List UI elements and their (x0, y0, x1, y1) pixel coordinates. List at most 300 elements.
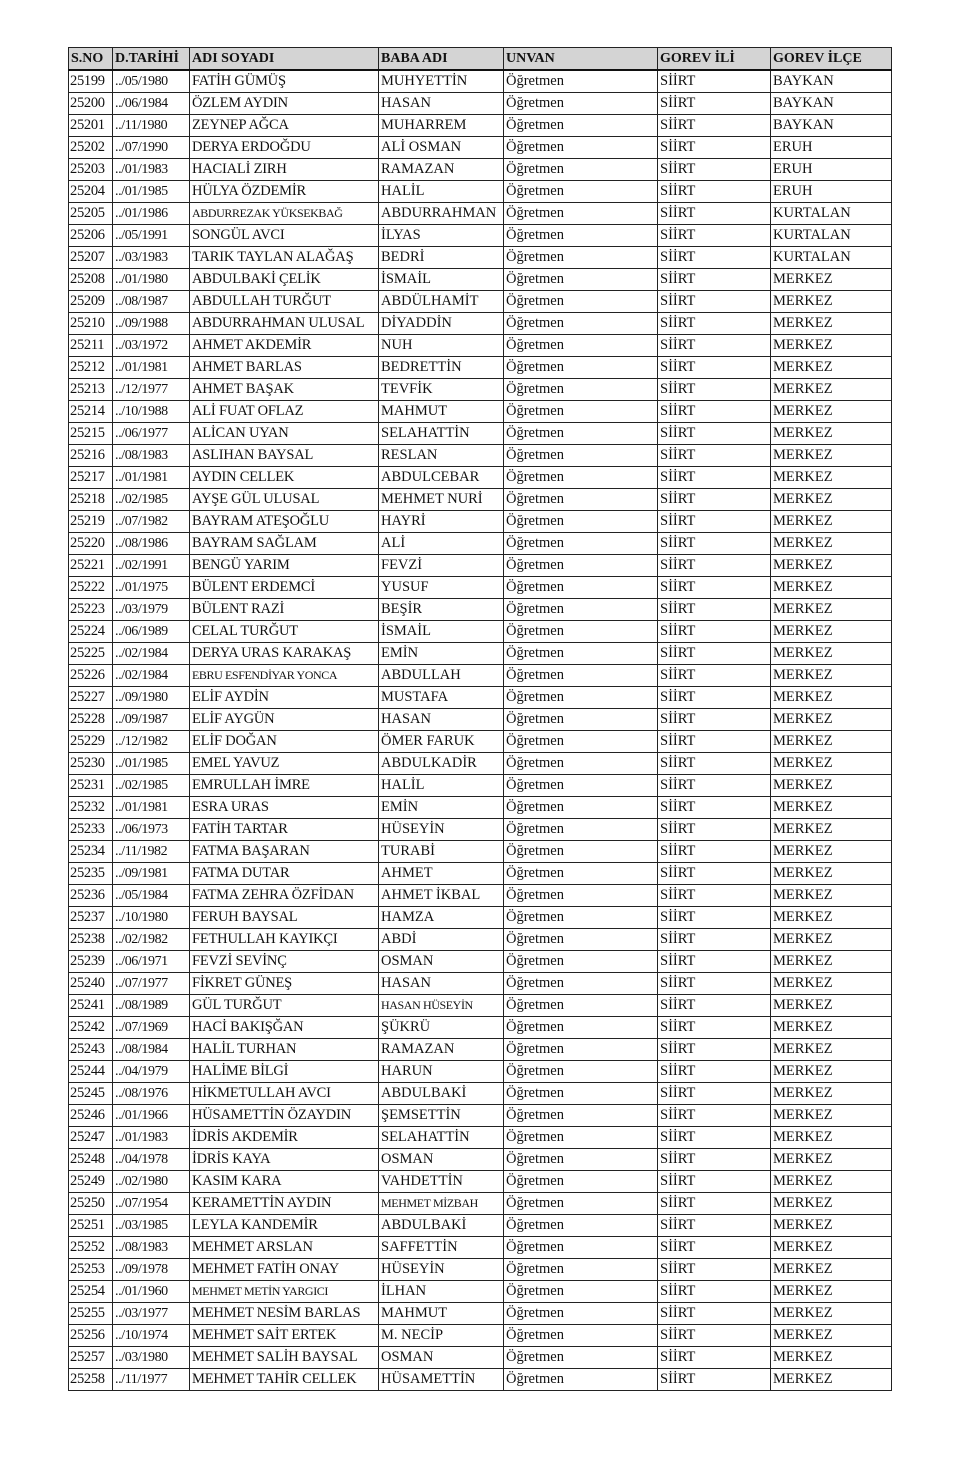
province-cell: SİİRT (658, 1105, 771, 1127)
district-cell: ERUH (771, 137, 892, 159)
sno-cell: 25224 (69, 621, 113, 643)
full-name-cell: DERYA URAS KARAKAŞ (190, 643, 379, 665)
province-cell: SİİRT (658, 577, 771, 599)
father-name-cell: HALİL (379, 775, 504, 797)
father-name-cell: ABDÜLHAMİT (379, 291, 504, 313)
title-cell: Öğretmen (504, 555, 658, 577)
title-cell: Öğretmen (504, 203, 658, 225)
full-name-cell: AYDIN CELLEK (190, 467, 379, 489)
title-cell: Öğretmen (504, 93, 658, 115)
title-cell: Öğretmen (504, 423, 658, 445)
title-cell: Öğretmen (504, 1281, 658, 1303)
sno-cell: 25217 (69, 467, 113, 489)
province-cell: SİİRT (658, 1083, 771, 1105)
district-cell: MERKEZ (771, 665, 892, 687)
district-cell: MERKEZ (771, 1303, 892, 1325)
province-cell: SİİRT (658, 665, 771, 687)
full-name-cell: FATMA BAŞARAN (190, 841, 379, 863)
district-cell: BAYKAN (771, 70, 892, 93)
title-cell: Öğretmen (504, 599, 658, 621)
province-cell: SİİRT (658, 159, 771, 181)
district-cell: MERKEZ (771, 1369, 892, 1391)
table-row (69, 1281, 892, 1303)
birth-date-cell: ../03/1985 (113, 1215, 190, 1237)
birth-date-cell: ../02/1984 (113, 643, 190, 665)
birth-date-cell: ../01/1985 (113, 181, 190, 203)
sno-cell: 25206 (69, 225, 113, 247)
full-name-cell: KASIM KARA (190, 1171, 379, 1193)
header-row (69, 48, 892, 71)
birth-date-cell: ../01/1980 (113, 269, 190, 291)
full-name-cell: MEHMET SALİH BAYSAL (190, 1347, 379, 1369)
birth-date-cell: ../03/1979 (113, 599, 190, 621)
province-cell: SİİRT (658, 445, 771, 467)
table-row (69, 863, 892, 885)
title-cell: Öğretmen (504, 1127, 658, 1149)
father-name-cell: MEHMET NURİ (379, 489, 504, 511)
birth-date-cell: ../09/1987 (113, 709, 190, 731)
table-row (69, 335, 892, 357)
full-name-cell: ZEYNEP AĞCA (190, 115, 379, 137)
title-cell: Öğretmen (504, 489, 658, 511)
table-row (69, 247, 892, 269)
district-cell: MERKEZ (771, 357, 892, 379)
province-cell: SİİRT (658, 797, 771, 819)
district-cell: MERKEZ (771, 467, 892, 489)
district-cell: MERKEZ (771, 379, 892, 401)
teacher-list-document (68, 47, 892, 1391)
full-name-cell: BAYRAM SAĞLAM (190, 533, 379, 555)
title-cell: Öğretmen (504, 445, 658, 467)
header-province: GOREV İLİ (658, 48, 771, 71)
title-cell: Öğretmen (504, 1369, 658, 1391)
father-name-cell: ABDULLAH (379, 665, 504, 687)
province-cell: SİİRT (658, 1017, 771, 1039)
sno-cell: 25223 (69, 599, 113, 621)
father-name-cell: HÜSEYİN (379, 819, 504, 841)
title-cell: Öğretmen (504, 137, 658, 159)
father-name-cell: TURABİ (379, 841, 504, 863)
birth-date-cell: ../10/1980 (113, 907, 190, 929)
table-row (69, 137, 892, 159)
full-name-cell: FEVZİ SEVİNÇ (190, 951, 379, 973)
full-name-cell: HACIALİ ZIRH (190, 159, 379, 181)
province-cell: SİİRT (658, 313, 771, 335)
sno-cell: 25209 (69, 291, 113, 313)
sno-cell: 25210 (69, 313, 113, 335)
birth-date-cell: ../08/1987 (113, 291, 190, 313)
full-name-cell: HİKMETULLAH AVCI (190, 1083, 379, 1105)
father-name-cell: BEDRETTİN (379, 357, 504, 379)
table-row (69, 687, 892, 709)
table-row (69, 489, 892, 511)
table-row (69, 1083, 892, 1105)
table-body (69, 70, 892, 1391)
full-name-cell: CELAL TURĞUT (190, 621, 379, 643)
province-cell: SİİRT (658, 225, 771, 247)
sno-cell: 25234 (69, 841, 113, 863)
birth-date-cell: ../01/1985 (113, 753, 190, 775)
birth-date-cell: ../08/1989 (113, 995, 190, 1017)
birth-date-cell: ../01/1975 (113, 577, 190, 599)
title-cell: Öğretmen (504, 863, 658, 885)
title-cell: Öğretmen (504, 1303, 658, 1325)
province-cell: SİİRT (658, 203, 771, 225)
province-cell: SİİRT (658, 467, 771, 489)
full-name-cell: ALİCAN UYAN (190, 423, 379, 445)
district-cell: MERKEZ (771, 445, 892, 467)
sno-cell: 25222 (69, 577, 113, 599)
title-cell: Öğretmen (504, 885, 658, 907)
title-cell: Öğretmen (504, 819, 658, 841)
province-cell: SİİRT (658, 555, 771, 577)
table-row (69, 269, 892, 291)
birth-date-cell: ../11/1977 (113, 1369, 190, 1391)
sno-cell: 25216 (69, 445, 113, 467)
full-name-cell: ELİF DOĞAN (190, 731, 379, 753)
full-name-cell: ÖZLEM AYDIN (190, 93, 379, 115)
district-cell: MERKEZ (771, 885, 892, 907)
birth-date-cell: ../12/1982 (113, 731, 190, 753)
table-row (69, 1237, 892, 1259)
district-cell: MERKEZ (771, 1105, 892, 1127)
full-name-cell: FİKRET GÜNEŞ (190, 973, 379, 995)
province-cell: SİİRT (658, 775, 771, 797)
table-row (69, 357, 892, 379)
father-name-cell: MUSTAFA (379, 687, 504, 709)
full-name-cell: EBRU ESFENDİYAR YONCA (190, 665, 379, 687)
title-cell: Öğretmen (504, 1193, 658, 1215)
table-row (69, 951, 892, 973)
table-row (69, 885, 892, 907)
province-cell: SİİRT (658, 247, 771, 269)
sno-cell: 25199 (69, 70, 113, 93)
table-row (69, 159, 892, 181)
father-name-cell: ABDULBAKİ (379, 1215, 504, 1237)
district-cell: MERKEZ (771, 951, 892, 973)
father-name-cell: OSMAN (379, 951, 504, 973)
header-title: UNVAN (504, 48, 658, 71)
birth-date-cell: ../07/1982 (113, 511, 190, 533)
table-row (69, 599, 892, 621)
father-name-cell: BEŞİR (379, 599, 504, 621)
sno-cell: 25215 (69, 423, 113, 445)
father-name-cell: MUHARREM (379, 115, 504, 137)
title-cell: Öğretmen (504, 247, 658, 269)
title-cell: Öğretmen (504, 225, 658, 247)
district-cell: MERKEZ (771, 1325, 892, 1347)
sno-cell: 25233 (69, 819, 113, 841)
sno-cell: 25225 (69, 643, 113, 665)
birth-date-cell: ../02/1980 (113, 1171, 190, 1193)
full-name-cell: ELİF AYGÜN (190, 709, 379, 731)
district-cell: MERKEZ (771, 643, 892, 665)
title-cell: Öğretmen (504, 379, 658, 401)
father-name-cell: ABDİ (379, 929, 504, 951)
birth-date-cell: ../07/1954 (113, 1193, 190, 1215)
title-cell: Öğretmen (504, 577, 658, 599)
sno-cell: 25226 (69, 665, 113, 687)
father-name-cell: SAFFETTİN (379, 1237, 504, 1259)
birth-date-cell: ../08/1976 (113, 1083, 190, 1105)
birth-date-cell: ../10/1974 (113, 1325, 190, 1347)
district-cell: MERKEZ (771, 313, 892, 335)
district-cell: MERKEZ (771, 401, 892, 423)
father-name-cell: HÜSAMETTİN (379, 1369, 504, 1391)
birth-date-cell: ../01/1981 (113, 797, 190, 819)
province-cell: SİİRT (658, 1039, 771, 1061)
birth-date-cell: ../09/1988 (113, 313, 190, 335)
father-name-cell: ŞÜKRÜ (379, 1017, 504, 1039)
province-cell: SİİRT (658, 885, 771, 907)
sno-cell: 25228 (69, 709, 113, 731)
title-cell: Öğretmen (504, 1171, 658, 1193)
sno-cell: 25214 (69, 401, 113, 423)
sno-cell: 25238 (69, 929, 113, 951)
title-cell: Öğretmen (504, 1083, 658, 1105)
full-name-cell: FERUH BAYSAL (190, 907, 379, 929)
district-cell: MERKEZ (771, 335, 892, 357)
district-cell: MERKEZ (771, 489, 892, 511)
birth-date-cell: ../01/1981 (113, 467, 190, 489)
district-cell: KURTALAN (771, 247, 892, 269)
sno-cell: 25242 (69, 1017, 113, 1039)
appointment-table (68, 47, 892, 1391)
district-cell: MERKEZ (771, 973, 892, 995)
sno-cell: 25229 (69, 731, 113, 753)
birth-date-cell: ../01/1983 (113, 159, 190, 181)
title-cell: Öğretmen (504, 665, 658, 687)
full-name-cell: HALİL TURHAN (190, 1039, 379, 1061)
sno-cell: 25253 (69, 1259, 113, 1281)
birth-date-cell: ../01/1986 (113, 203, 190, 225)
district-cell: MERKEZ (771, 423, 892, 445)
header-full-name: ADI SOYADI (190, 48, 379, 71)
table-row (69, 555, 892, 577)
district-cell: MERKEZ (771, 907, 892, 929)
full-name-cell: HÜLYA ÖZDEMİR (190, 181, 379, 203)
table-row (69, 1325, 892, 1347)
province-cell: SİİRT (658, 753, 771, 775)
birth-date-cell: ../08/1983 (113, 1237, 190, 1259)
table-row (69, 1215, 892, 1237)
district-cell: MERKEZ (771, 731, 892, 753)
full-name-cell: FETHULLAH KAYIKÇI (190, 929, 379, 951)
sno-cell: 25237 (69, 907, 113, 929)
birth-date-cell: ../02/1985 (113, 775, 190, 797)
district-cell: MERKEZ (771, 1259, 892, 1281)
full-name-cell: ABDULBAKİ ÇELİK (190, 269, 379, 291)
sno-cell: 25235 (69, 863, 113, 885)
father-name-cell: İSMAİL (379, 269, 504, 291)
header-father-name: BABA ADI (379, 48, 504, 71)
birth-date-cell: ../03/1983 (113, 247, 190, 269)
district-cell: MERKEZ (771, 929, 892, 951)
province-cell: SİİRT (658, 1127, 771, 1149)
table-row (69, 467, 892, 489)
district-cell: MERKEZ (771, 1127, 892, 1149)
full-name-cell: FATİH GÜMÜŞ (190, 70, 379, 93)
table-row (69, 643, 892, 665)
district-cell: MERKEZ (771, 709, 892, 731)
birth-date-cell: ../07/1977 (113, 973, 190, 995)
sno-cell: 25240 (69, 973, 113, 995)
full-name-cell: FATMA DUTAR (190, 863, 379, 885)
full-name-cell: AHMET AKDEMİR (190, 335, 379, 357)
sno-cell: 25218 (69, 489, 113, 511)
full-name-cell: HALİME BİLGİ (190, 1061, 379, 1083)
table-row (69, 181, 892, 203)
father-name-cell: HAMZA (379, 907, 504, 929)
sno-cell: 25246 (69, 1105, 113, 1127)
table-row (69, 1303, 892, 1325)
table-row (69, 665, 892, 687)
birth-date-cell: ../07/1969 (113, 1017, 190, 1039)
table-row (69, 1369, 892, 1391)
father-name-cell: ÖMER FARUK (379, 731, 504, 753)
province-cell: SİİRT (658, 1369, 771, 1391)
district-cell: KURTALAN (771, 203, 892, 225)
district-cell: MERKEZ (771, 819, 892, 841)
title-cell: Öğretmen (504, 269, 658, 291)
table-row (69, 907, 892, 929)
title-cell: Öğretmen (504, 973, 658, 995)
district-cell: MERKEZ (771, 1193, 892, 1215)
title-cell: Öğretmen (504, 995, 658, 1017)
birth-date-cell: ../03/1980 (113, 1347, 190, 1369)
birth-date-cell: ../03/1977 (113, 1303, 190, 1325)
district-cell: MERKEZ (771, 841, 892, 863)
birth-date-cell: ../06/1977 (113, 423, 190, 445)
father-name-cell: TEVFİK (379, 379, 504, 401)
sno-cell: 25257 (69, 1347, 113, 1369)
full-name-cell: MEHMET FATİH ONAY (190, 1259, 379, 1281)
sno-cell: 25204 (69, 181, 113, 203)
sno-cell: 25236 (69, 885, 113, 907)
full-name-cell: EMRULLAH İMRE (190, 775, 379, 797)
title-cell: Öğretmen (504, 1039, 658, 1061)
full-name-cell: BÜLENT ERDEMCİ (190, 577, 379, 599)
table-row (69, 511, 892, 533)
title-cell: Öğretmen (504, 1347, 658, 1369)
table-row (69, 1039, 892, 1061)
header-district: GOREV İLÇE (771, 48, 892, 71)
sno-cell: 25251 (69, 1215, 113, 1237)
province-cell: SİİRT (658, 599, 771, 621)
province-cell: SİİRT (658, 1215, 771, 1237)
full-name-cell: BENGÜ YARIM (190, 555, 379, 577)
district-cell: MERKEZ (771, 1083, 892, 1105)
sno-cell: 25207 (69, 247, 113, 269)
father-name-cell: İLHAN (379, 1281, 504, 1303)
title-cell: Öğretmen (504, 775, 658, 797)
province-cell: SİİRT (658, 269, 771, 291)
province-cell: SİİRT (658, 357, 771, 379)
district-cell: MERKEZ (771, 555, 892, 577)
sno-cell: 25252 (69, 1237, 113, 1259)
birth-date-cell: ../05/1984 (113, 885, 190, 907)
full-name-cell: AHMET BAŞAK (190, 379, 379, 401)
province-cell: SİİRT (658, 929, 771, 951)
table-row (69, 797, 892, 819)
full-name-cell: MEHMET METİN YARGICI (190, 1281, 379, 1303)
district-cell: MERKEZ (771, 1281, 892, 1303)
birth-date-cell: ../06/1989 (113, 621, 190, 643)
father-name-cell: ABDULCEBAR (379, 467, 504, 489)
sno-cell: 25250 (69, 1193, 113, 1215)
father-name-cell: HARUN (379, 1061, 504, 1083)
table-row (69, 225, 892, 247)
province-cell: SİİRT (658, 973, 771, 995)
title-cell: Öğretmen (504, 709, 658, 731)
sno-cell: 25248 (69, 1149, 113, 1171)
birth-date-cell: ../09/1981 (113, 863, 190, 885)
father-name-cell: İSMAİL (379, 621, 504, 643)
title-cell: Öğretmen (504, 181, 658, 203)
province-cell: SİİRT (658, 489, 771, 511)
title-cell: Öğretmen (504, 951, 658, 973)
full-name-cell: ALİ FUAT OFLAZ (190, 401, 379, 423)
title-cell: Öğretmen (504, 401, 658, 423)
province-cell: SİİRT (658, 819, 771, 841)
table-row (69, 93, 892, 115)
table-row (69, 621, 892, 643)
district-cell: BAYKAN (771, 93, 892, 115)
title-cell: Öğretmen (504, 335, 658, 357)
full-name-cell: KERAMETTİN AYDIN (190, 1193, 379, 1215)
father-name-cell: MAHMUT (379, 401, 504, 423)
full-name-cell: AHMET BARLAS (190, 357, 379, 379)
title-cell: Öğretmen (504, 907, 658, 929)
title-cell: Öğretmen (504, 313, 658, 335)
district-cell: MERKEZ (771, 797, 892, 819)
table-row (69, 709, 892, 731)
district-cell: MERKEZ (771, 1347, 892, 1369)
district-cell: KURTALAN (771, 225, 892, 247)
table-row (69, 445, 892, 467)
title-cell: Öğretmen (504, 533, 658, 555)
province-cell: SİİRT (658, 533, 771, 555)
sno-cell: 25245 (69, 1083, 113, 1105)
province-cell: SİİRT (658, 687, 771, 709)
province-cell: SİİRT (658, 1237, 771, 1259)
table-row (69, 973, 892, 995)
title-cell: Öğretmen (504, 643, 658, 665)
table-row (69, 533, 892, 555)
title-cell: Öğretmen (504, 1149, 658, 1171)
full-name-cell: İDRİS AKDEMİR (190, 1127, 379, 1149)
header-sno: S.NO (69, 48, 113, 71)
birth-date-cell: ../09/1978 (113, 1259, 190, 1281)
table-row (69, 401, 892, 423)
sno-cell: 25256 (69, 1325, 113, 1347)
table-row (69, 929, 892, 951)
full-name-cell: SONGÜL AVCI (190, 225, 379, 247)
birth-date-cell: ../01/1981 (113, 357, 190, 379)
father-name-cell: FEVZİ (379, 555, 504, 577)
district-cell: MERKEZ (771, 291, 892, 313)
title-cell: Öğretmen (504, 731, 658, 753)
province-cell: SİİRT (658, 137, 771, 159)
province-cell: SİİRT (658, 1325, 771, 1347)
table-row (69, 1105, 892, 1127)
birth-date-cell: ../12/1977 (113, 379, 190, 401)
district-cell: MERKEZ (771, 1039, 892, 1061)
father-name-cell: HASAN (379, 709, 504, 731)
father-name-cell: SELAHATTİN (379, 423, 504, 445)
birth-date-cell: ../02/1985 (113, 489, 190, 511)
table-row (69, 995, 892, 1017)
